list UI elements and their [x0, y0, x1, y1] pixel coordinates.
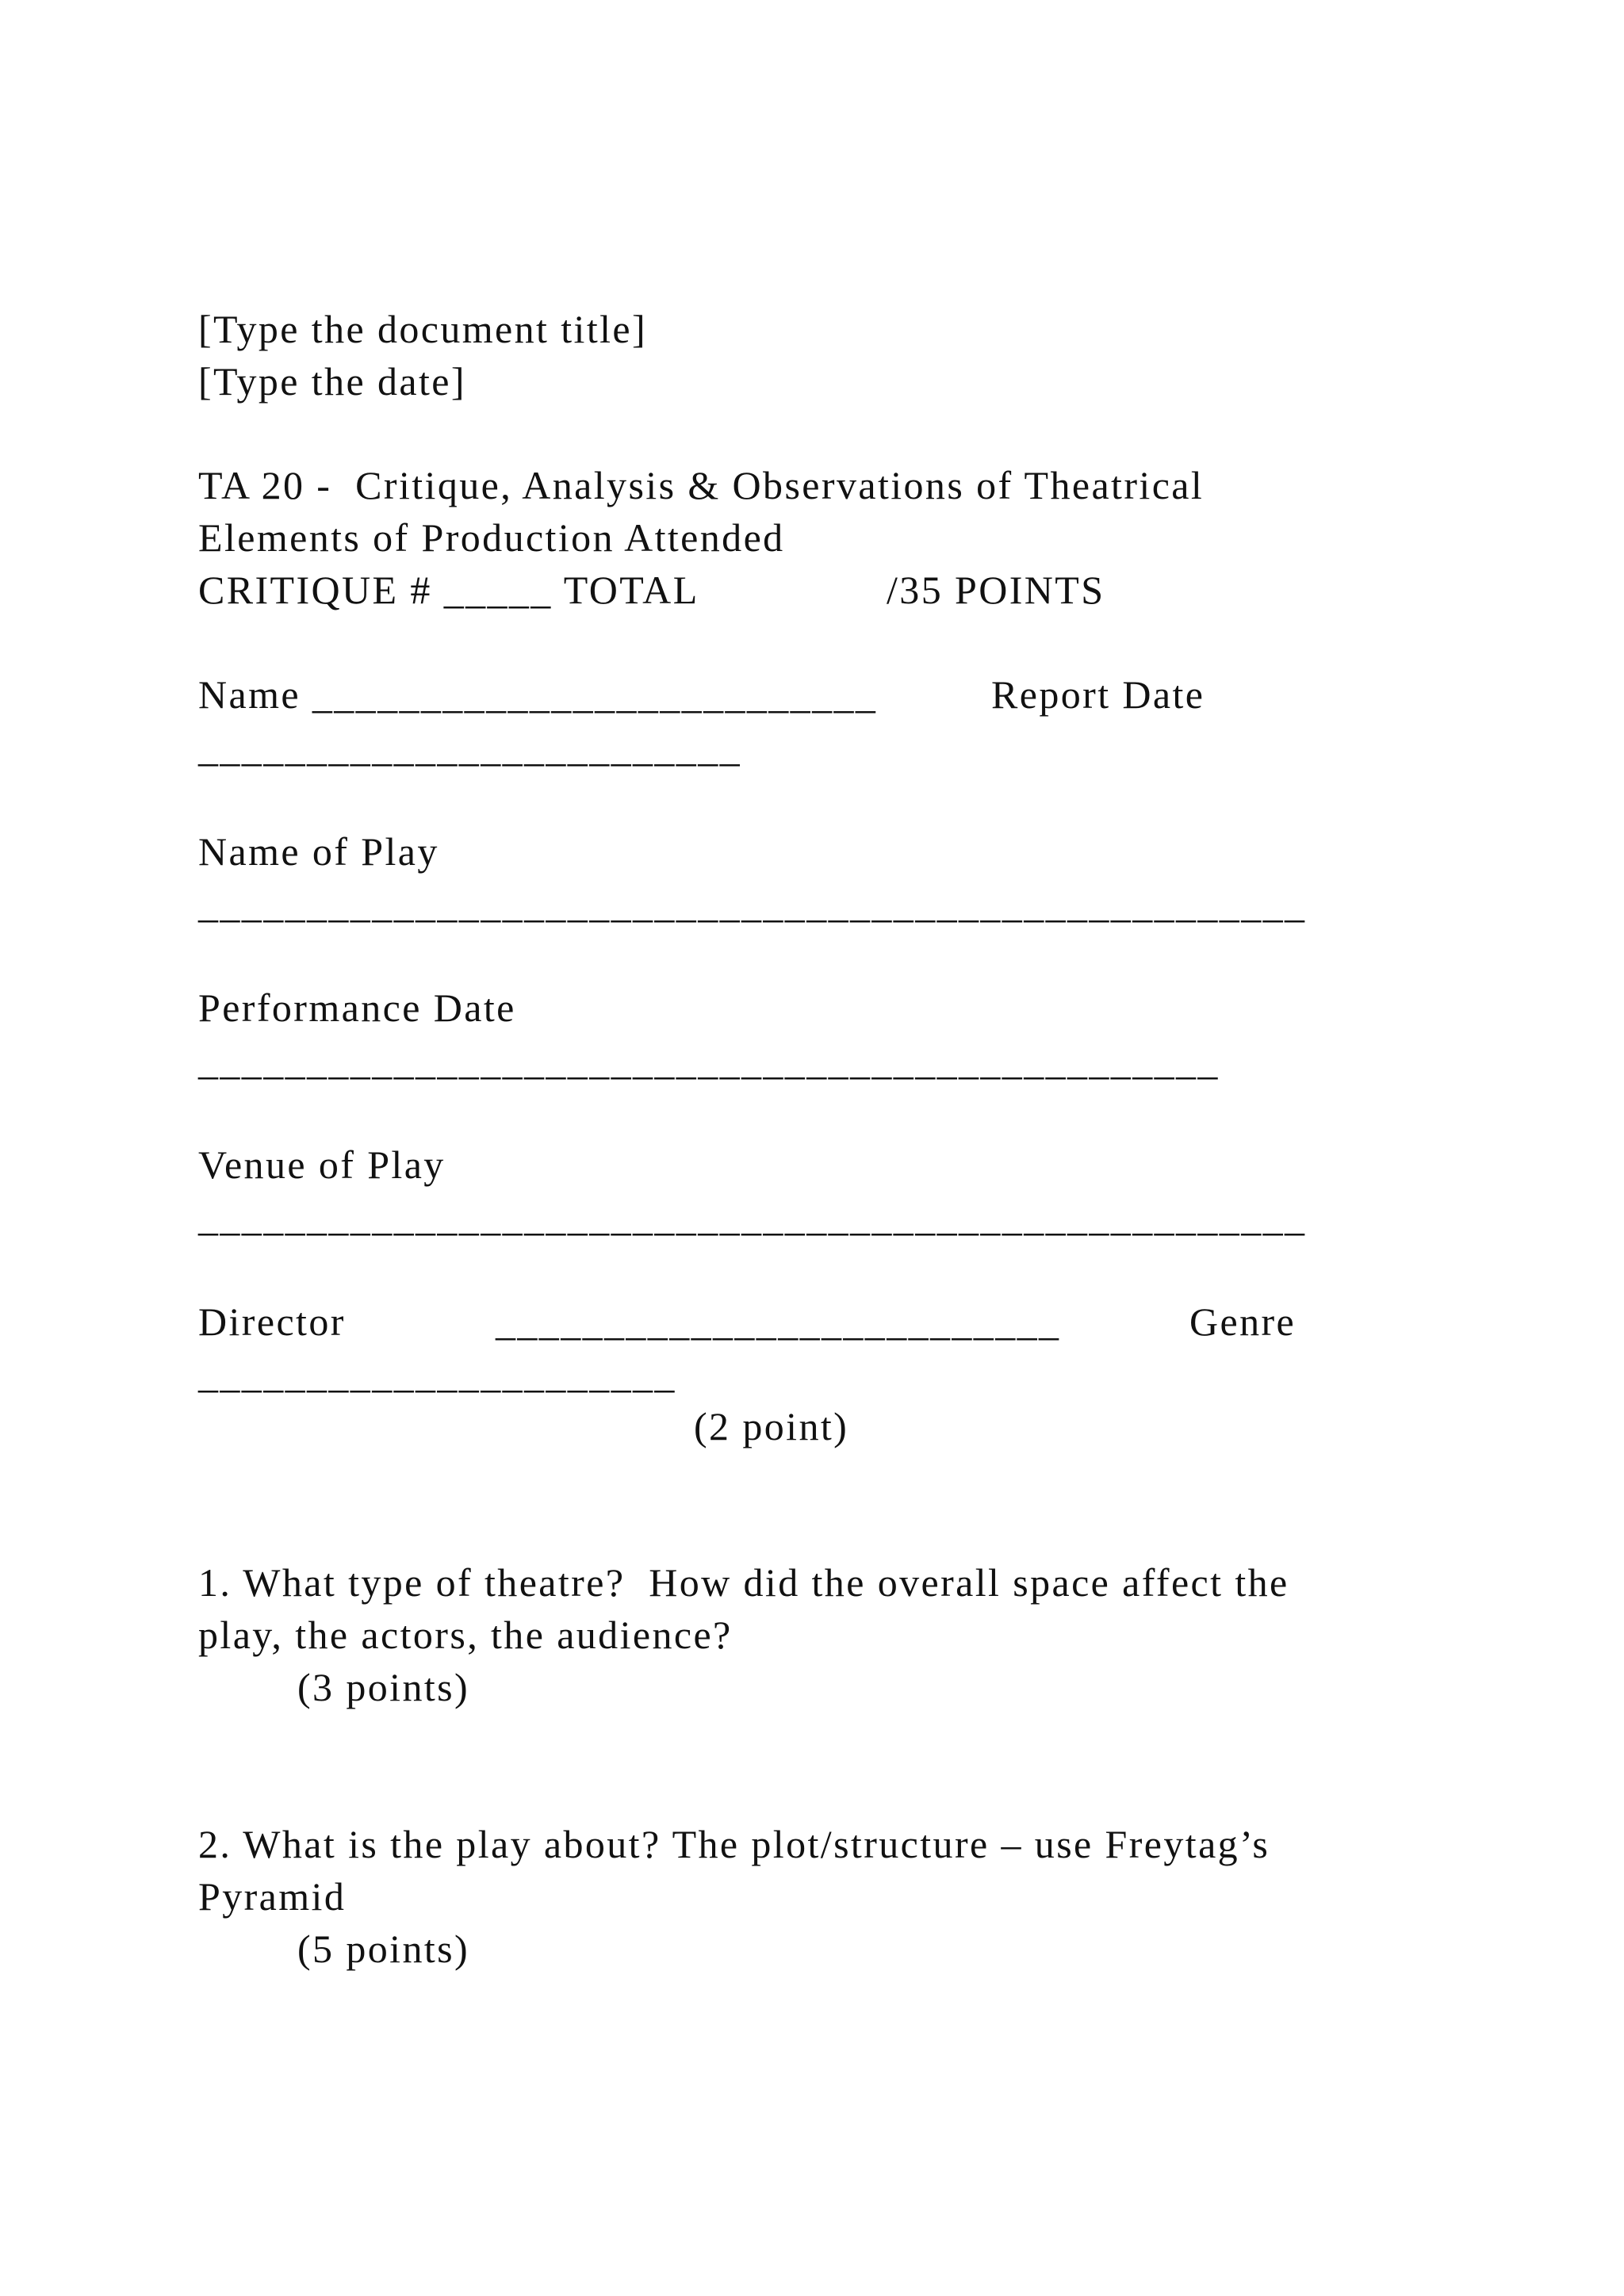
director-label: Director [198, 1299, 346, 1344]
document-title-placeholder[interactable]: [Type the document title] [198, 307, 648, 351]
form-heading-line-2: Elements of Production Attended [198, 515, 785, 560]
critique-number-total: CRITIQUE # _____ TOTAL [198, 568, 699, 612]
genre-label: Genre [1189, 1299, 1297, 1344]
question-1-line-1: 1. What type of theatre? How did the overall space affect the [198, 1560, 1289, 1605]
report-date-label: Report Date [991, 672, 1205, 717]
director-field[interactable]: __________________________ [496, 1299, 1061, 1344]
performance-date-label: Performance Date [198, 985, 516, 1030]
form-heading-line-1: TA 20 - Critique, Analysis & Observations of Theatrical [198, 463, 1205, 507]
venue-label: Venue of Play [198, 1142, 446, 1187]
total-points: /35 POINTS [887, 568, 1105, 612]
report-date-field[interactable]: _________________________ [198, 725, 741, 770]
play-name-field[interactable]: ___________________________________________________ [198, 882, 1307, 926]
play-name-label: Name of Play [198, 829, 439, 874]
name-field[interactable]: Name __________________________ [198, 672, 878, 717]
document-date-placeholder[interactable]: [Type the date] [198, 359, 466, 404]
question-2-points: (5 points) [297, 1927, 470, 1971]
venue-field[interactable]: ___________________________________________________ [198, 1195, 1307, 1239]
genre-field[interactable]: ______________________ [198, 1352, 676, 1396]
question-1-line-2: play, the actors, the audience? [198, 1613, 733, 1657]
question-2-line-2: Pyramid [198, 1874, 347, 1919]
performance-date-field[interactable]: _______________________________________________ [198, 1039, 1220, 1083]
header-points: (2 point) [694, 1404, 849, 1448]
question-1-points: (3 points) [297, 1665, 470, 1709]
question-2-line-1: 2. What is the play about? The plot/structure – use Freytag’s [198, 1822, 1270, 1866]
